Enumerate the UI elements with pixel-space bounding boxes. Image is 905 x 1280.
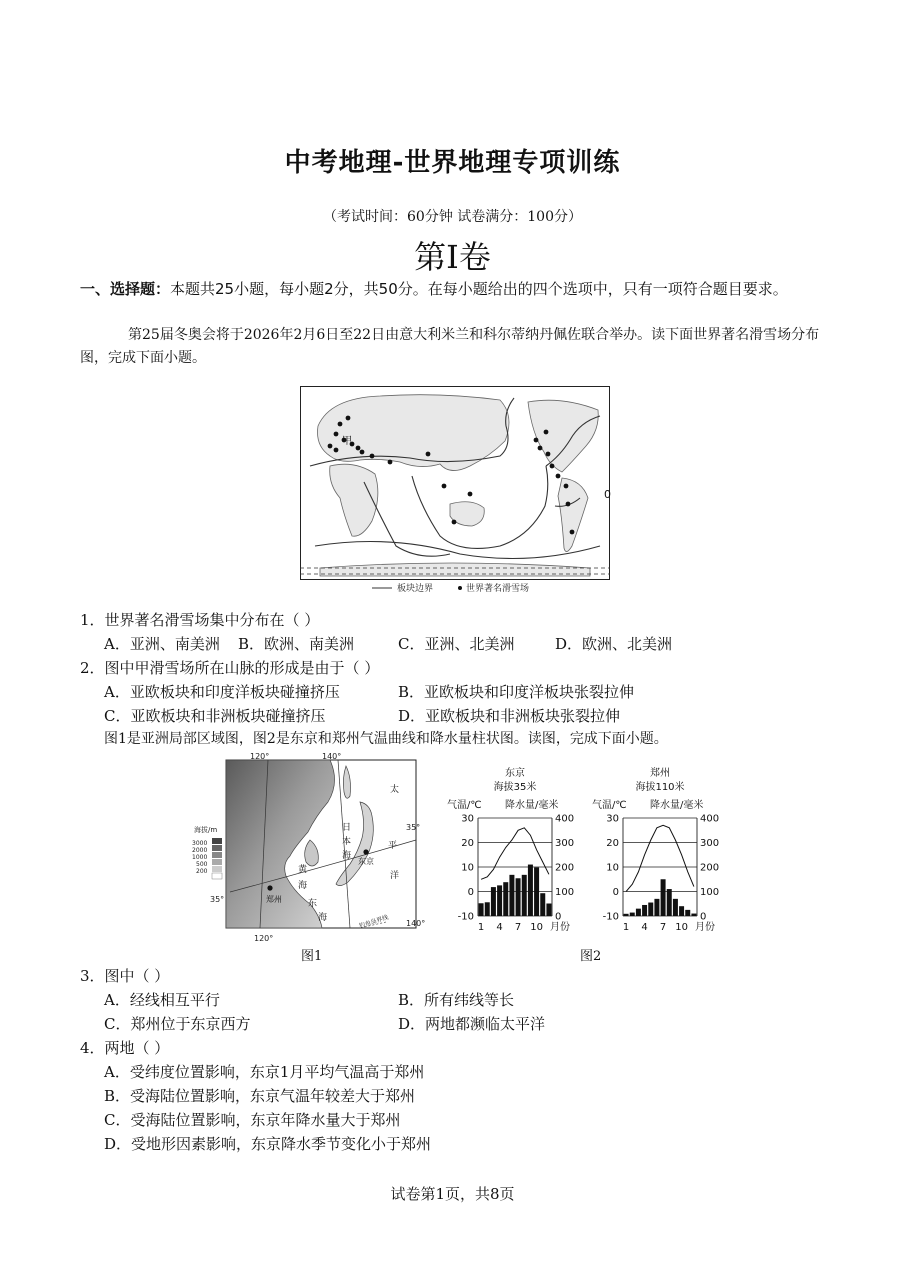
fig1-sea-ben: 本 [342,837,352,847]
fig1-city-tokyo: 东京 [358,857,374,866]
chart-1-ylabel-left: 气温/℃ [592,800,627,811]
chart-1-precip-bar-4 [642,905,647,916]
fig1-sea-ri: 日 [342,823,352,833]
chart-0-precip-tick-0: 400 [555,813,575,825]
chart-0-x-tick-2: 7 [514,922,522,933]
fig1-boundary-note: 钓鱼岛界线 [358,913,390,930]
question-4-option-b[interactable]: B．受海陆位置影响，东京气温年较差大于郑州 [104,1087,416,1105]
fig1-huang: 黄 [298,865,308,875]
fig1-dong: 东 [308,899,318,909]
chart-1-precip-bar-1 [624,914,629,916]
section-text: 本题共25小题，每小题2分，共50分。在每小题给出的四个选项中，只有一项符合题目要求。 [170,280,788,298]
chart-0-precip-bar-12 [546,904,551,916]
volume-heading: 第Ⅰ卷 [414,238,491,276]
chart-1-precip-tick-4: 0 [700,911,707,923]
question-1-option-c[interactable]: C．亚洲、北美洲 [398,635,515,653]
fig1-city-zhengzhou: 郑州 [266,895,282,904]
fig1-lon-120-top: 120° [250,752,270,761]
question-4-option-d[interactable]: D．受地形因素影响，东京降水季节变化小于郑州 [104,1135,432,1153]
fig1-huang-hai: 海 [298,881,308,891]
section-instructions [80,278,828,301]
exam-subtitle: （考试时间：60分钟 试卷满分：100分） [323,209,582,225]
fig1-lon-140-bottom: 140° [406,919,426,928]
chart-0-precip-bar-9 [528,865,533,916]
fig1-sea-hai: 海 [342,851,352,861]
chart-0-ylabel-right: 降水量/毫米 [505,800,559,811]
chart-1-precip-bar-12 [691,914,696,916]
figure-2-caption: 图2 [580,949,602,964]
climate-chart-zhengzhou [592,766,719,933]
chart-1-x-tick-1: 4 [641,922,648,933]
fig1-legend-title: 海拔/m [194,826,218,834]
chart-1-precip-bar-6 [654,899,659,916]
chart-1-precip-tick-2: 200 [700,862,720,874]
question-1-option-b[interactable]: B．欧洲、南美洲 [238,635,355,653]
chart-1-precip-bar-3 [636,909,641,916]
chart-0-precip-bar-1 [479,903,484,916]
fig1-dong-hai: 海 [318,913,328,923]
question-4-option-a[interactable]: A．受纬度位置影响，东京1月平均气温高于郑州 [104,1063,425,1081]
chart-0-precip-bar-5 [503,882,508,916]
chart-0-precip-bar-6 [509,875,514,916]
chart-0-temp-tick-1: 20 [461,838,474,849]
fig1-legend-500: 500 [196,861,208,868]
chart-1-temp-tick-0: 30 [606,813,619,825]
chart-1-xlabel: 月份 [695,922,715,933]
fig1-lon-140-top: 140° [322,752,342,761]
legend-plate-boundary: 板块边界 [397,584,434,594]
chart-0-subtitle: 海拔35米 [493,782,537,793]
chart-1-title: 郑州 [650,768,670,779]
world-ski-map [300,386,610,596]
section-heading: 一、选择题： [80,280,171,298]
figure-1-caption: 图1 [301,949,323,964]
chart-1-precip-bar-5 [648,903,653,916]
map-label-zero: 0 [604,488,611,501]
fig1-tai: 太 [390,785,400,795]
chart-1-ylabel-right: 降水量/毫米 [650,800,704,811]
chart-1-precip-tick-0: 400 [700,813,720,825]
figure-1-east-asia-map [190,752,430,944]
chart-0-temp-tick-2: 10 [461,862,474,874]
chart-0-precip-bar-4 [497,885,502,916]
chart-1-precip-bar-7 [661,879,666,916]
chart-0-temp-tick-4: -10 [457,911,474,923]
fig1-lat-35-left: 35° [210,895,225,904]
fig1-lon-120-bottom: 120° [254,934,274,943]
question-3-option-b[interactable]: B．所有纬线等长 [398,991,515,1009]
figure-2-climate-charts [445,762,725,934]
chart-0-x-tick-1: 4 [496,922,503,933]
chart-1-temp-tick-2: 10 [606,862,619,874]
chart-1-x-tick-2: 7 [659,922,667,933]
chart-1-precip-bar-2 [630,913,635,916]
chart-0-precip-tick-4: 0 [555,911,562,923]
question-2-option-c[interactable]: C．亚欧板块和非洲板块碰撞挤压 [104,707,326,725]
question-4-stem: 4．两地（ ） [80,1039,170,1057]
page-footer: 试卷第1页，共8页 [390,1185,515,1203]
question-3-option-a[interactable]: A．经线相互平行 [104,991,220,1009]
chart-1-subtitle: 海拔110米 [635,782,685,793]
question-4-option-c[interactable]: C．受海陆位置影响，东京年降水量大于郑州 [104,1111,401,1129]
chart-0-x-tick-0: 1 [477,922,485,933]
chart-0-temp-tick-3: 0 [467,887,474,898]
map-label-jia: 甲 [342,436,352,447]
question-3-stem: 3．图中（ ） [80,967,170,985]
question-1-option-a[interactable]: A．亚洲、南美洲 [104,635,220,653]
chart-0-precip-tick-1: 300 [555,838,575,849]
chart-1-temp-tick-1: 20 [606,838,619,849]
chart-1-temp-tick-4: -10 [602,911,619,923]
chart-0-precip-bar-7 [516,878,521,916]
question-3-option-c[interactable]: C．郑州位于东京西方 [104,1015,251,1033]
chart-0-precip-bar-3 [491,887,496,916]
chart-1-temperature-line [626,825,694,891]
exam-title: 中考地理-世界地理专项训练 [284,148,621,178]
chart-0-ylabel-left: 气温/℃ [447,800,482,811]
chart-1-precip-bar-8 [667,889,672,916]
chart-1-x-tick-0: 1 [622,922,630,933]
chart-0-temp-tick-0: 30 [461,813,474,825]
question-2-option-b[interactable]: B．亚欧板块和印度洋板块张裂拉伸 [398,683,635,701]
question-1-stem: 1．世界著名滑雪场集中分布在（ ） [80,611,320,629]
legend-ski-resort: 世界著名滑雪场 [466,584,530,594]
chart-1-precip-bar-11 [685,910,690,916]
intro-paragraph-2: 图1是亚洲局部区域图，图2是东京和郑州气温曲线和降水量柱状图。读图，完成下面小题。 [104,731,668,747]
question-2-option-d[interactable]: D．亚欧板块和非洲板块张裂拉伸 [398,707,621,725]
fig1-legend-3000: 3000 [192,840,208,847]
question-2-stem: 2．图中甲滑雪场所在山脉的形成是由于（ ） [80,659,380,677]
climate-chart-tokyo [447,766,574,933]
chart-0-precip-bar-10 [534,867,539,916]
chart-0-precip-tick-2: 200 [555,862,575,874]
fig1-legend-200: 200 [196,868,208,875]
fig1-ping: 平 [388,841,398,851]
intro-paragraph-1: 第25届冬奥会将于2026年2月6日至22日由意大利米兰和科尔蒂纳丹佩佐联合举办。读下面世界著名滑雪场分布图，完成下面小题。 [80,327,820,366]
question-1-option-d[interactable]: D．欧洲、北美洲 [555,635,673,653]
chart-0-xlabel: 月份 [550,922,570,933]
fig1-legend-1000: 1000 [192,854,208,861]
chart-1-precip-tick-3: 100 [700,887,720,898]
question-2-option-a[interactable]: A．亚欧板块和印度洋板块碰撞挤压 [104,683,340,701]
chart-1-x-tick-3: 10 [675,922,688,933]
chart-1-precip-bar-10 [679,906,684,916]
chart-0-precip-bar-2 [485,902,490,916]
chart-0-precip-tick-3: 100 [555,887,575,898]
chart-0-x-tick-3: 10 [530,922,543,933]
chart-1-temp-tick-3: 0 [612,887,619,898]
chart-0-title: 东京 [505,768,525,779]
chart-0-precip-bar-11 [540,893,545,916]
fig1-lat-35-right: 35° [406,823,421,832]
fig1-yang: 洋 [390,871,400,881]
chart-1-precip-bar-9 [673,899,678,916]
chart-0-precip-bar-8 [522,875,527,916]
question-3-option-d[interactable]: D．两地都濒临太平洋 [398,1015,546,1033]
fig1-legend-2000: 2000 [192,847,208,854]
chart-1-precip-tick-1: 300 [700,838,720,849]
